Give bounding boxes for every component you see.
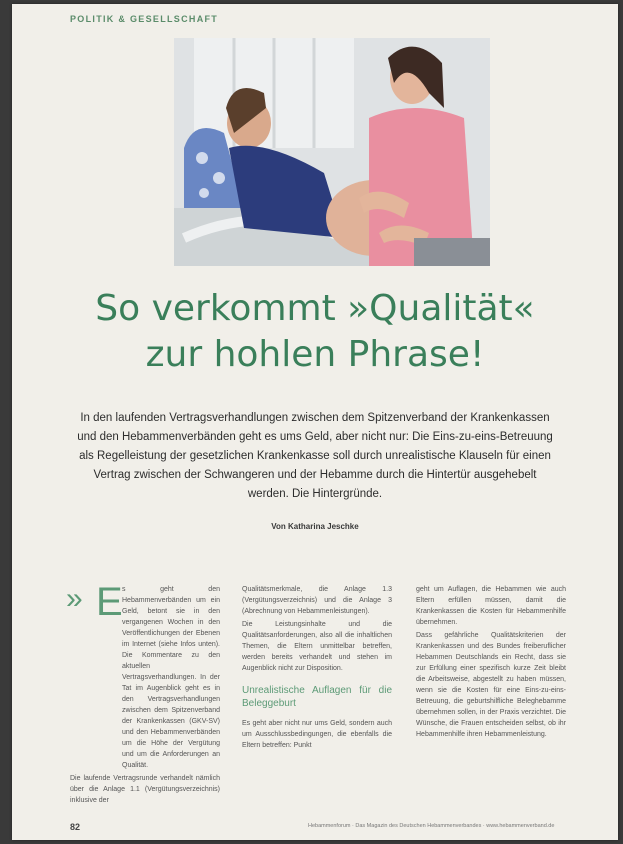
body-paragraph: geht um Auflagen, die Hebammen wie auch Eltern erfüllen müssen, damit die Krankenkassen die Kosten für Hebammenhilfe übernehmen.: [416, 586, 566, 626]
article-headline: [42, 286, 588, 378]
body-paragraph: s geht den Hebammenverbänden um ein Geld, betont sie in den vergangenen Wochen in den Veröffentlichungen der Ebenen im Internet (siehe Infos unten). Die Kommentare zu den aktuellen Vertragsverhandlungen. In der Tat im Augenblick geht es in den Vertragsverhandlungen zwischen dem Spitzenverband der Krankenkassen (GKV-SV) und den Hebammenverbänden um die Höhe der Vergütung und um die Anforderungen an Qualität.: [122, 586, 220, 769]
photo-illustration: [174, 38, 490, 266]
body-paragraph: Es geht aber nicht nur ums Geld, sondern auch um Ausschlussbedingungen, die ebenfalls die Eltern betreffen: Punkt: [242, 720, 392, 749]
body-paragraph: Qualitätsmerkmale, die Anlage 1.3 (Vergütungsverzeichnis) und die Anlage 3 (Abrechnung von Hebammenleistungen).: [242, 586, 392, 615]
page-number: 82: [70, 822, 81, 832]
headline-line-1: So verkommt »Qualität«: [95, 288, 535, 329]
body-column-2: [242, 584, 392, 753]
footer-text: Hebammenforum · Das Magazin des Deutschen Hebammenverbandes · www.hebammenverband.de: [308, 823, 555, 829]
body-paragraph: Die Leistungsinhalte und die Qualitätsanforderungen, also all die inhaltlichen Themen, die Eltern unmittelbar betreffen, werden bereits verhandelt und stehen im Augenblick nicht zur Disposition.: [242, 621, 392, 672]
lead-paragraph: In den laufenden Vertragsverhandlungen zwischen dem Spitzenverband der Krankenkassen und den Hebammenverbänden geht es ums Geld, aber nicht nur: Die Eins-zu-eins-Betreuung als Regelleistung der gesetzlichen Krankenkasse soll durch unrealistische Klauseln für einen Vertrag zwischen der Schwangeren und der Hebamme durch die Hintertür ausgehebelt werden. Die Hintergründe.: [77, 412, 553, 500]
body-column-1: [66, 580, 220, 808]
section-subheading: Unrealistische Auflagen für die Beleggeburt: [242, 685, 392, 709]
section-header: POLITIK & GESELLSCHAFT: [70, 14, 219, 24]
body-paragraph: Die laufende Vertragsrunde verhandelt nämlich über die Anlage 1.1 (Vergütungsverzeichnis) inklusive der: [70, 775, 220, 804]
body-column-3: [416, 584, 566, 742]
quote-mark: »: [66, 582, 83, 615]
dropcap-block: [66, 580, 220, 771]
magazine-page: [12, 4, 618, 840]
headline-line-2: zur hohlen Phrase!: [145, 334, 485, 375]
author-byline: Von Katharina Jeschke: [271, 522, 359, 531]
body-paragraph: Dass gefährliche Qualitätskriterien der Krankenkassen und des Bundes freiberuflicher Hebammen Deutschlands ein Recht, dass sie zur Erfüllung einer spezifisch kurze Zeit bleibt die Arbeitsweise, abgestellt zu haben müssen, wenn sie die Kosten für eine Eins-zu-eins-Betreuung, die geburtshilfliche Beleghebamme übernehmen sollen, in der Praxis verzichtet. Die Wünsche, die Frauen entscheiden selbst, ob ihr Hebammenhilfe ihren Hebammenleistung.: [416, 632, 566, 738]
article-photo: [174, 38, 490, 266]
drop-cap: E: [96, 580, 123, 624]
